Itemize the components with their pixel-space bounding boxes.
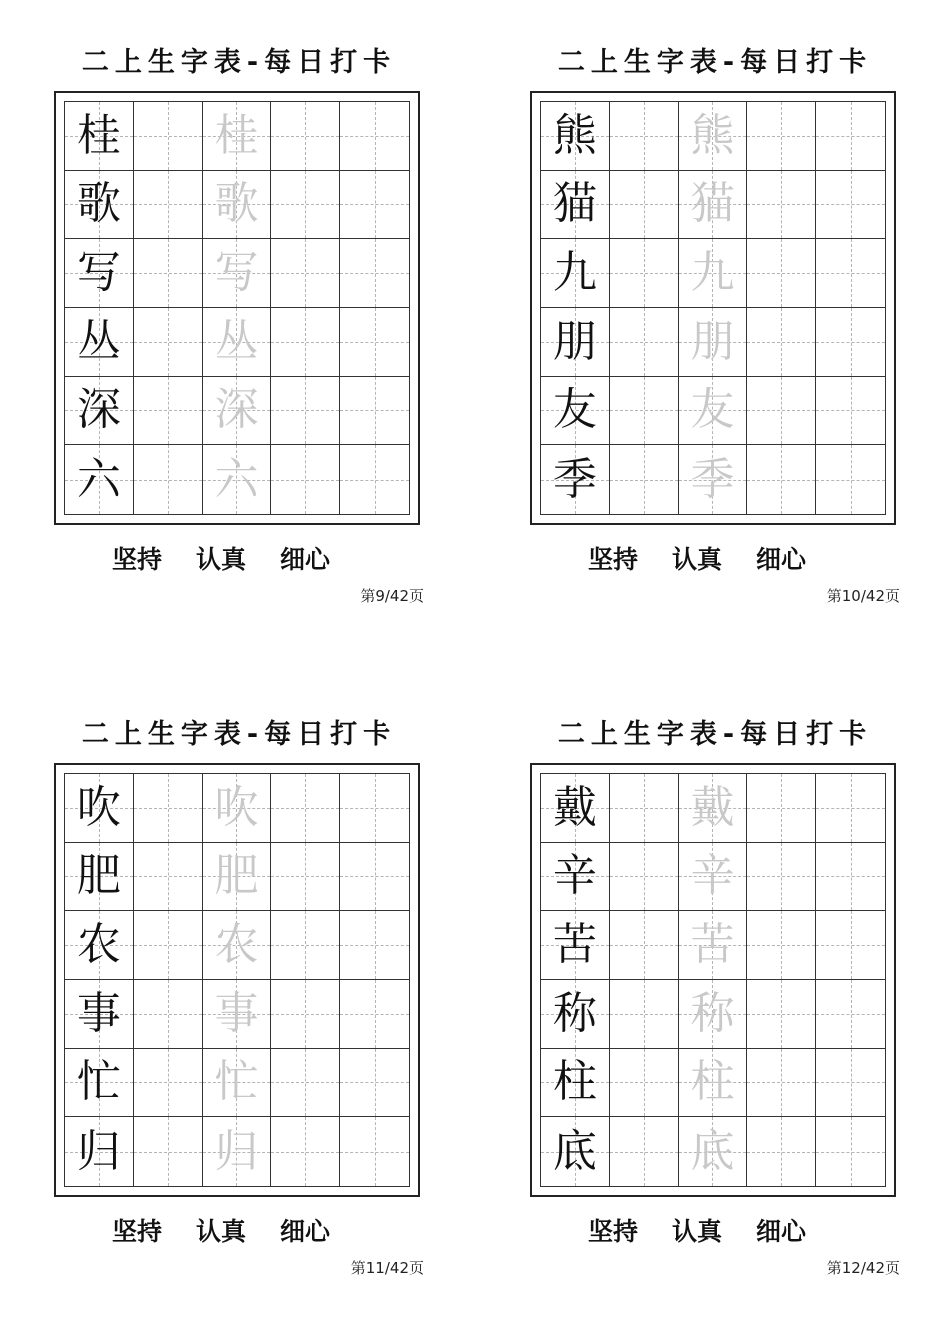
motto [112, 1212, 412, 1248]
blank-practice-cell [816, 239, 885, 308]
blank-practice-cell [610, 1049, 679, 1118]
trace-cell [679, 377, 748, 446]
trace-character: 苦 [690, 919, 735, 971]
trace-cell [679, 1049, 748, 1118]
practice-card-2 [530, 0, 900, 605]
blank-practice-cell [271, 1117, 340, 1186]
practice-grid [540, 101, 886, 515]
blank-practice-cell [816, 774, 885, 843]
model-character: 六 [76, 453, 121, 505]
trace-character: 农 [214, 919, 259, 971]
trace-cell [203, 445, 272, 514]
blank-practice-cell [747, 308, 816, 377]
blank-practice-cell [610, 774, 679, 843]
blank-practice-cell [816, 1049, 885, 1118]
model-character: 九 [552, 247, 597, 299]
motto-word-careful: 细心 [280, 545, 331, 574]
model-cell [541, 239, 610, 308]
trace-character: 吹 [214, 781, 259, 833]
model-character: 桂 [76, 109, 121, 161]
model-character: 农 [76, 919, 121, 971]
blank-practice-cell [271, 171, 340, 240]
trace-character: 归 [214, 1125, 259, 1177]
practice-grid [64, 773, 410, 1187]
blank-practice-cell [340, 377, 409, 446]
trace-cell [203, 1049, 272, 1118]
blank-practice-cell [816, 843, 885, 912]
model-cell [541, 377, 610, 446]
trace-cell [203, 308, 272, 377]
model-character: 朋 [552, 315, 597, 367]
blank-practice-cell [816, 171, 885, 240]
practice-grid [64, 101, 410, 515]
blank-practice-cell [340, 102, 409, 171]
model-cell [65, 1117, 134, 1186]
trace-cell [679, 911, 748, 980]
blank-practice-cell [816, 102, 885, 171]
trace-cell [679, 171, 748, 240]
blank-practice-cell [271, 1049, 340, 1118]
model-cell [65, 1049, 134, 1118]
blank-practice-cell [340, 843, 409, 912]
model-cell [65, 843, 134, 912]
model-character: 称 [552, 987, 597, 1039]
motto-word-careful: 细心 [280, 1217, 331, 1246]
trace-character: 桂 [214, 109, 259, 161]
blank-practice-cell [340, 980, 409, 1049]
model-character: 深 [76, 384, 121, 436]
blank-practice-cell [271, 308, 340, 377]
blank-practice-cell [271, 377, 340, 446]
blank-practice-cell [816, 980, 885, 1049]
trace-cell [679, 445, 748, 514]
model-cell [541, 843, 610, 912]
practice-frame [54, 91, 420, 525]
blank-practice-cell [747, 774, 816, 843]
blank-practice-cell [134, 774, 203, 843]
page-number: 第10/42页 [826, 587, 900, 605]
blank-practice-cell [134, 980, 203, 1049]
blank-practice-cell [747, 445, 816, 514]
motto-word-careful: 细心 [756, 545, 807, 574]
model-character: 熊 [552, 109, 597, 161]
trace-cell [679, 1117, 748, 1186]
page-number: 第9/42页 [360, 587, 424, 605]
page-number: 第12/42页 [826, 1259, 900, 1277]
motto-word-earnest: 认真 [672, 545, 723, 574]
card-title: 二上生字表-每日打卡 [557, 47, 873, 78]
motto [588, 540, 888, 576]
blank-practice-cell [271, 102, 340, 171]
blank-practice-cell [747, 171, 816, 240]
model-character: 肥 [76, 850, 121, 902]
motto-word-persist: 坚持 [112, 1217, 163, 1246]
model-cell [541, 171, 610, 240]
trace-character: 写 [214, 247, 259, 299]
blank-practice-cell [340, 445, 409, 514]
model-cell [65, 239, 134, 308]
trace-character: 柱 [690, 1056, 735, 1108]
trace-character: 底 [690, 1125, 735, 1177]
blank-practice-cell [134, 308, 203, 377]
trace-cell [203, 102, 272, 171]
model-cell [65, 445, 134, 514]
blank-practice-cell [271, 445, 340, 514]
blank-practice-cell [134, 239, 203, 308]
blank-practice-cell [610, 911, 679, 980]
model-character: 辛 [552, 850, 597, 902]
blank-practice-cell [134, 171, 203, 240]
trace-character: 六 [214, 453, 259, 505]
trace-character: 九 [690, 247, 735, 299]
blank-practice-cell [747, 980, 816, 1049]
model-character: 戴 [552, 781, 597, 833]
blank-practice-cell [610, 843, 679, 912]
trace-cell [679, 102, 748, 171]
model-character: 底 [552, 1125, 597, 1177]
motto-word-earnest: 认真 [196, 545, 247, 574]
card-title: 二上生字表-每日打卡 [81, 47, 397, 78]
blank-practice-cell [747, 1049, 816, 1118]
trace-character: 忙 [214, 1056, 259, 1108]
blank-practice-cell [134, 911, 203, 980]
motto-word-persist: 坚持 [588, 545, 639, 574]
blank-practice-cell [340, 308, 409, 377]
trace-character: 丛 [214, 315, 259, 367]
model-character: 吹 [76, 781, 121, 833]
motto-word-careful: 细心 [756, 1217, 807, 1246]
blank-practice-cell [134, 445, 203, 514]
trace-character: 事 [214, 987, 259, 1039]
blank-practice-cell [271, 239, 340, 308]
blank-practice-cell [816, 1117, 885, 1186]
model-cell [65, 774, 134, 843]
trace-cell [203, 980, 272, 1049]
model-cell [65, 377, 134, 446]
trace-cell [203, 171, 272, 240]
blank-practice-cell [747, 1117, 816, 1186]
practice-frame [54, 763, 420, 1197]
model-character: 写 [76, 247, 121, 299]
blank-practice-cell [340, 774, 409, 843]
trace-character: 深 [214, 384, 259, 436]
practice-card-3 [54, 672, 424, 1277]
model-cell [541, 308, 610, 377]
model-character: 丛 [76, 315, 121, 367]
card-title: 二上生字表-每日打卡 [81, 719, 397, 750]
model-character: 猫 [552, 178, 597, 230]
blank-practice-cell [134, 102, 203, 171]
motto-word-persist: 坚持 [112, 545, 163, 574]
blank-practice-cell [747, 239, 816, 308]
blank-practice-cell [340, 1117, 409, 1186]
model-cell [541, 102, 610, 171]
blank-practice-cell [340, 239, 409, 308]
trace-character: 歌 [214, 178, 259, 230]
model-character: 友 [552, 384, 597, 436]
model-cell [65, 980, 134, 1049]
trace-character: 戴 [690, 781, 735, 833]
blank-practice-cell [816, 911, 885, 980]
blank-practice-cell [747, 911, 816, 980]
blank-practice-cell [134, 843, 203, 912]
motto-word-earnest: 认真 [672, 1217, 723, 1246]
page-number: 第11/42页 [350, 1259, 424, 1277]
practice-card-1 [54, 0, 424, 605]
trace-character: 称 [690, 987, 735, 1039]
trace-cell [203, 1117, 272, 1186]
model-cell [541, 445, 610, 514]
blank-practice-cell [816, 445, 885, 514]
blank-practice-cell [816, 377, 885, 446]
blank-practice-cell [610, 239, 679, 308]
blank-practice-cell [610, 102, 679, 171]
trace-cell [679, 843, 748, 912]
trace-cell [203, 774, 272, 843]
card-title: 二上生字表-每日打卡 [557, 719, 873, 750]
blank-practice-cell [271, 980, 340, 1049]
blank-practice-cell [271, 843, 340, 912]
model-character: 忙 [76, 1056, 121, 1108]
blank-practice-cell [747, 377, 816, 446]
model-character: 歌 [76, 178, 121, 230]
trace-cell [679, 774, 748, 843]
model-character: 归 [76, 1125, 121, 1177]
trace-character: 辛 [690, 850, 735, 902]
trace-character: 熊 [690, 109, 735, 161]
motto [112, 540, 412, 576]
blank-practice-cell [610, 171, 679, 240]
motto-word-earnest: 认真 [196, 1217, 247, 1246]
trace-character: 季 [690, 453, 735, 505]
model-cell [541, 980, 610, 1049]
model-cell [541, 1117, 610, 1186]
motto-word-persist: 坚持 [588, 1217, 639, 1246]
model-character: 事 [76, 987, 121, 1039]
blank-practice-cell [610, 377, 679, 446]
blank-practice-cell [340, 171, 409, 240]
trace-cell [679, 980, 748, 1049]
blank-practice-cell [747, 843, 816, 912]
practice-frame [530, 763, 896, 1197]
practice-frame [530, 91, 896, 525]
model-character: 苦 [552, 919, 597, 971]
blank-practice-cell [610, 308, 679, 377]
trace-character: 肥 [214, 850, 259, 902]
model-cell [541, 774, 610, 843]
blank-practice-cell [340, 1049, 409, 1118]
trace-character: 猫 [690, 178, 735, 230]
model-cell [65, 911, 134, 980]
motto [588, 1212, 888, 1248]
trace-character: 朋 [690, 315, 735, 367]
blank-practice-cell [816, 308, 885, 377]
blank-practice-cell [340, 911, 409, 980]
blank-practice-cell [134, 1049, 203, 1118]
trace-character: 友 [690, 384, 735, 436]
trace-cell [203, 911, 272, 980]
blank-practice-cell [271, 774, 340, 843]
model-character: 柱 [552, 1056, 597, 1108]
model-cell [65, 102, 134, 171]
blank-practice-cell [610, 1117, 679, 1186]
model-cell [541, 1049, 610, 1118]
blank-practice-cell [610, 980, 679, 1049]
model-cell [65, 308, 134, 377]
blank-practice-cell [271, 911, 340, 980]
model-cell [65, 171, 134, 240]
trace-cell [203, 239, 272, 308]
trace-cell [203, 843, 272, 912]
practice-grid [540, 773, 886, 1187]
model-cell [541, 911, 610, 980]
blank-practice-cell [134, 377, 203, 446]
blank-practice-cell [610, 445, 679, 514]
trace-cell [203, 377, 272, 446]
blank-practice-cell [134, 1117, 203, 1186]
practice-card-4 [530, 672, 900, 1277]
trace-cell [679, 239, 748, 308]
blank-practice-cell [747, 102, 816, 171]
trace-cell [679, 308, 748, 377]
model-character: 季 [552, 453, 597, 505]
